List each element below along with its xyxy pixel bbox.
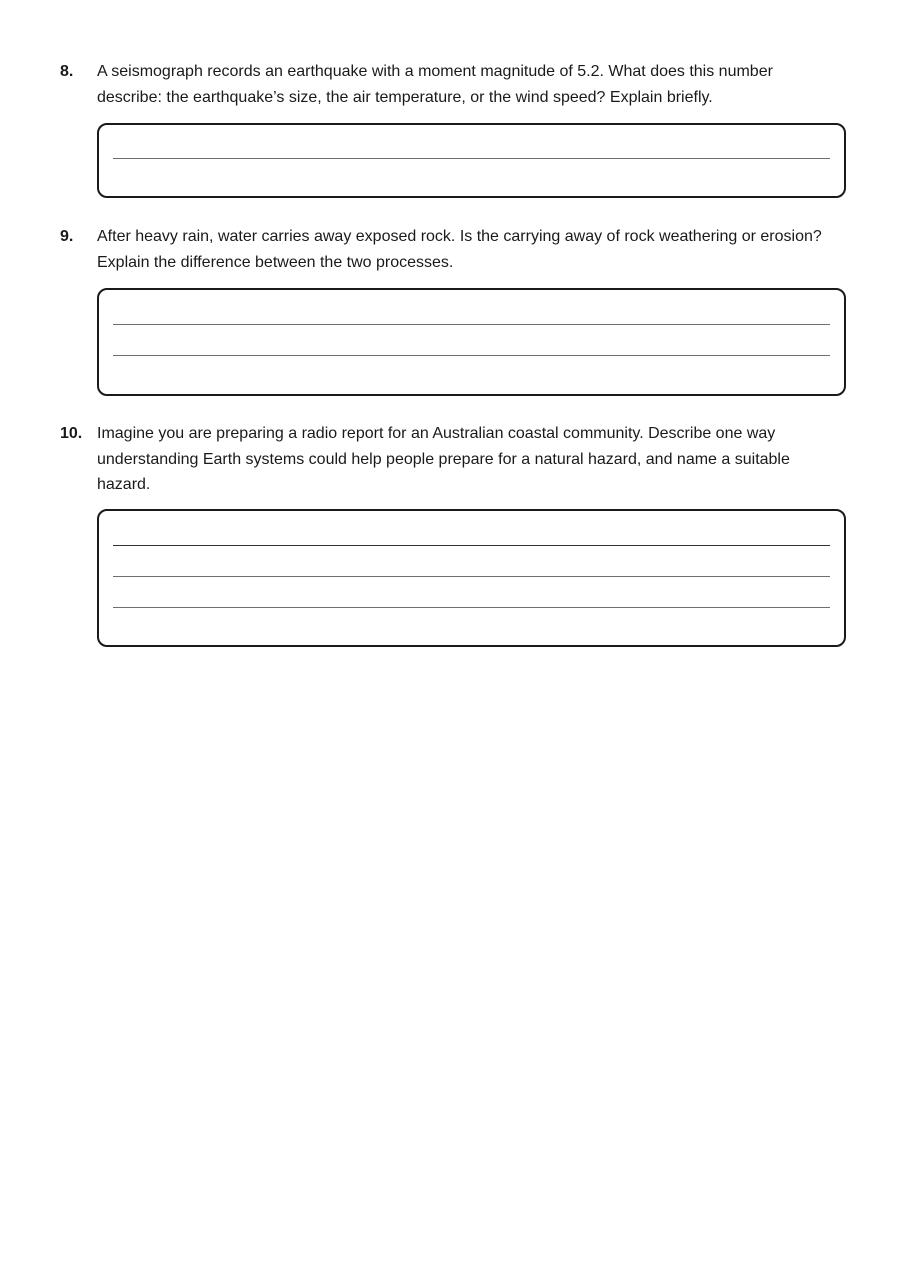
question-8-header (60, 59, 850, 110)
answer-box-8[interactable] (97, 123, 846, 198)
question-number: 9. (60, 228, 74, 245)
question-number: 8. (60, 63, 74, 80)
question-8 (60, 59, 850, 110)
question-10-header (60, 421, 850, 498)
question-10 (60, 421, 850, 498)
answer-line (113, 607, 830, 608)
answer-line (113, 576, 830, 577)
question-text: After heavy rain, water carries away exposed rock. Is the carrying away of rock weathering or erosion? Explain the difference between the two processes. (97, 228, 822, 271)
question-text: Imagine you are preparing a radio report for an Australian coastal community. Describe one way understanding Earth systems could help people prepare for a natural hazard, and name a suitable hazard. (97, 425, 790, 493)
answer-box-10[interactable] (97, 509, 846, 647)
answer-line (113, 355, 830, 356)
answer-line (113, 158, 830, 159)
question-9 (60, 224, 850, 275)
answer-box-9[interactable] (97, 288, 846, 396)
question-text: A seismograph records an earthquake with a moment magnitude of 5.2. What does this number describe: the earthquake’s size, the air temperature, or the wind speed? Explain briefly. (97, 63, 773, 106)
question-9-header (60, 224, 850, 275)
answer-line (113, 324, 830, 325)
answer-line (113, 545, 830, 546)
question-number: 10. (60, 425, 83, 442)
